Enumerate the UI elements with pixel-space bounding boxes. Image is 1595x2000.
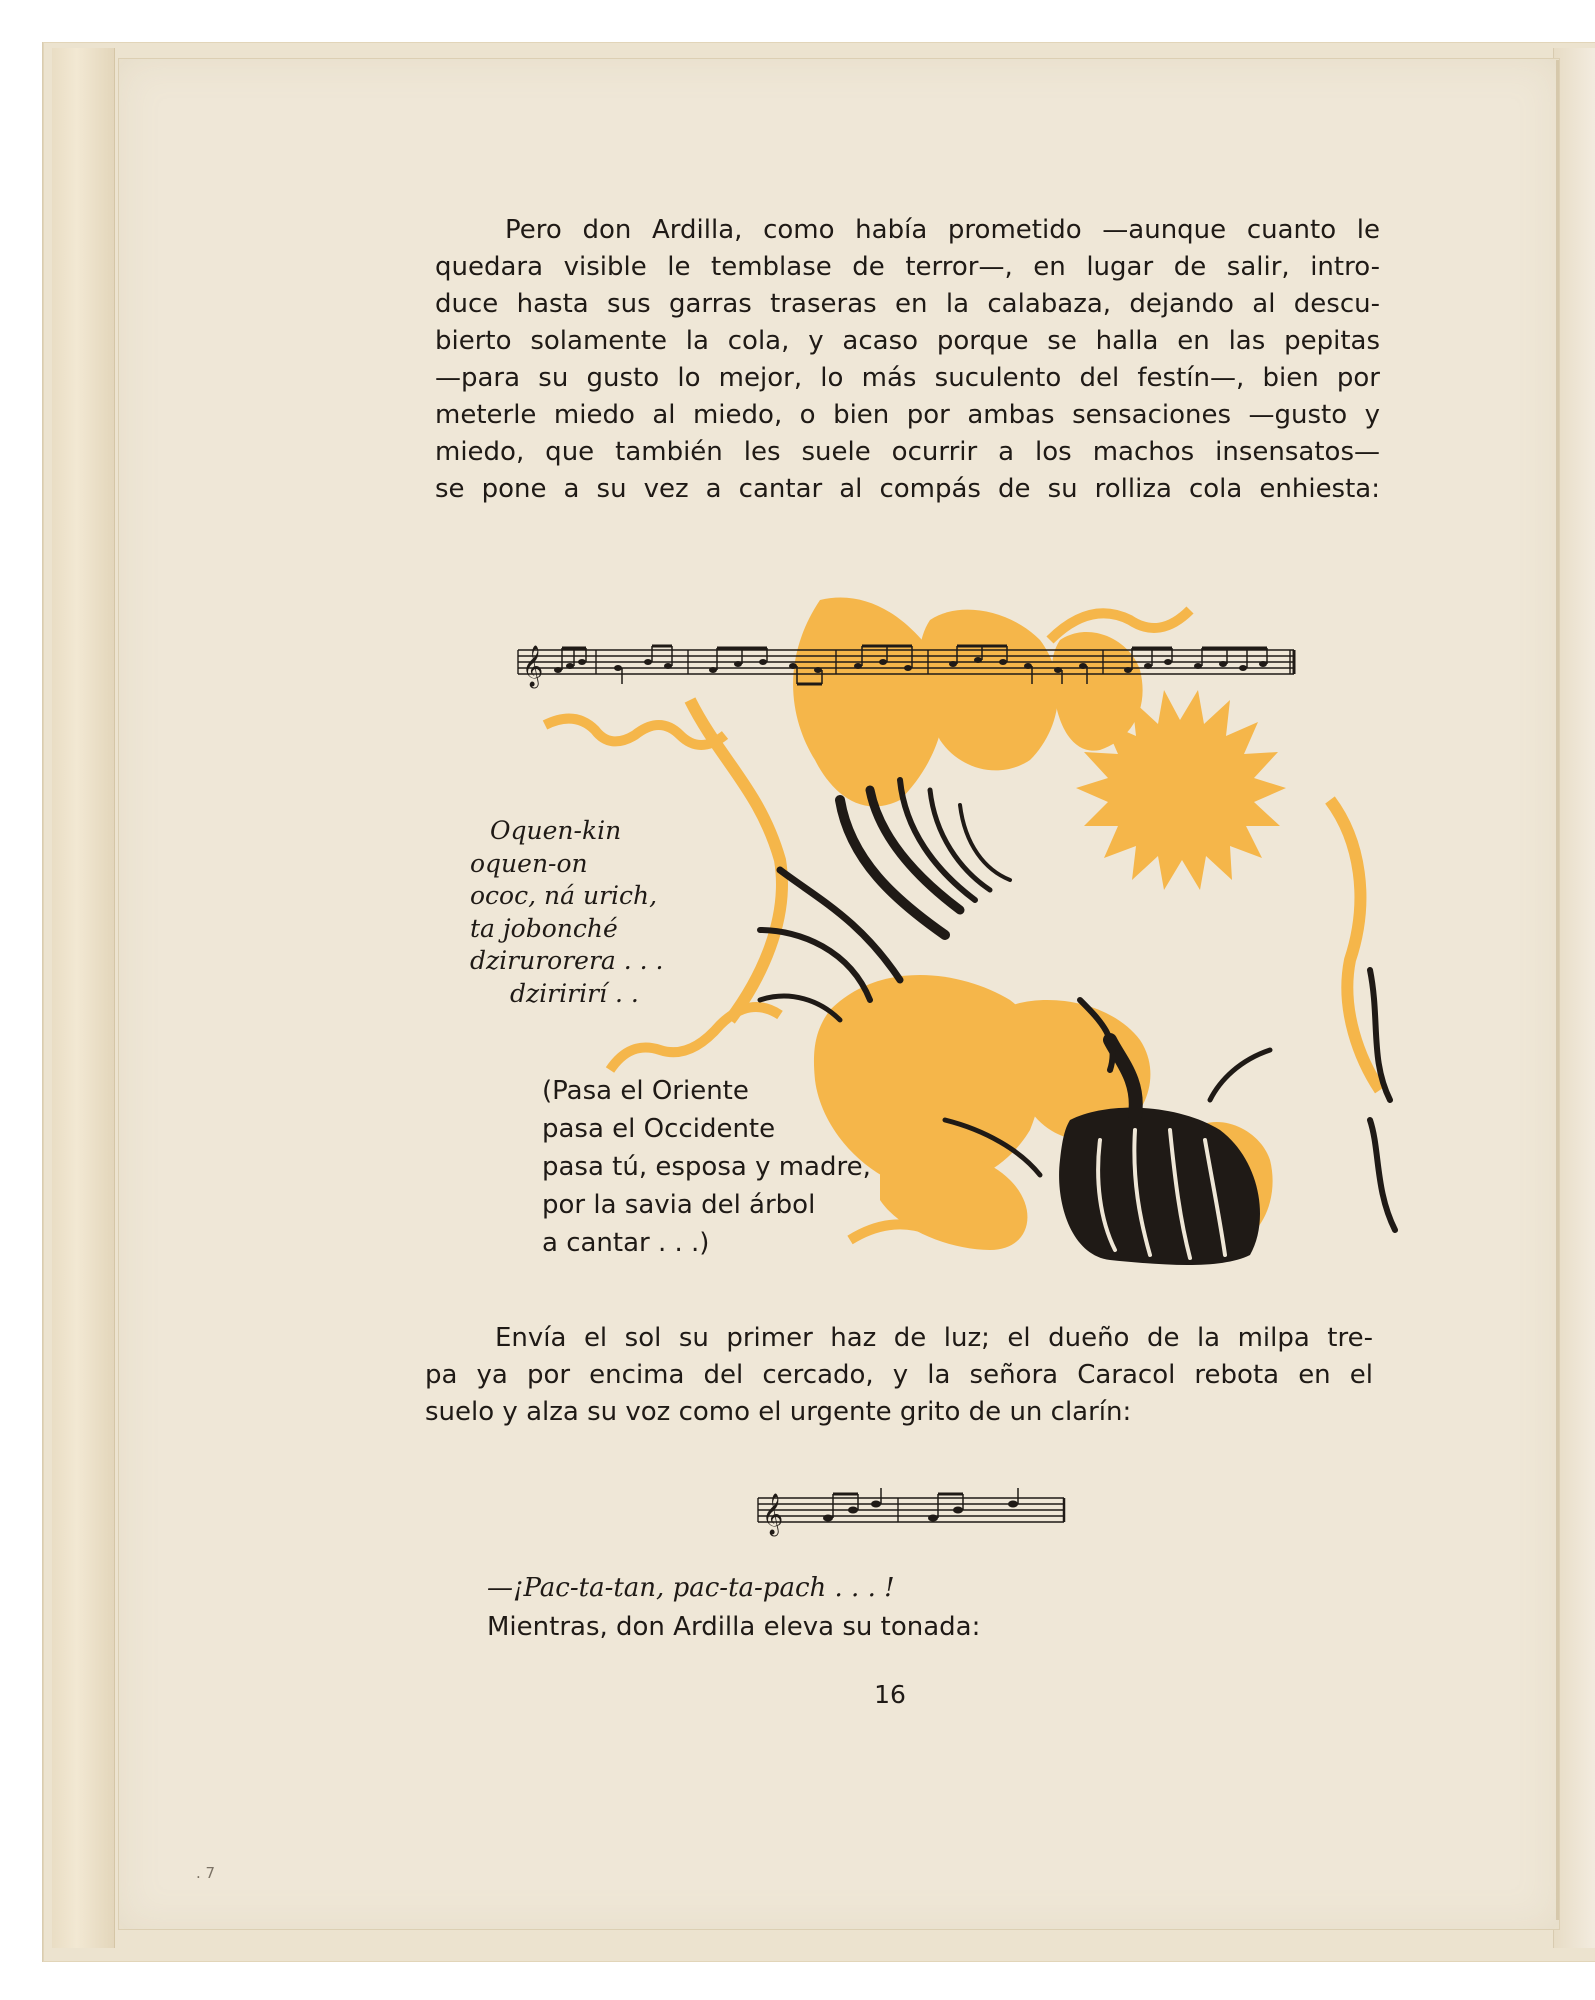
- paragraph-line: bierto solamente la cola, y acaso porque se halla en las pepitas: [435, 326, 1380, 356]
- leaf-shape: [793, 597, 944, 806]
- pumpkin-rib: [870, 790, 960, 910]
- paragraph-line: se pone a su vez a cantar al compás de su rolliza cola enhiesta:: [435, 474, 1380, 504]
- verse-line: a cantar . . .): [542, 1228, 710, 1258]
- cry-line: —¡Pac-ta-tan, pac-ta-pach . . . !: [487, 1573, 895, 1603]
- paragraph-2: [425, 1320, 1373, 1431]
- verse-line: ta jobonché: [470, 913, 618, 943]
- verse-line: pasa tú, esposa y madre,: [542, 1152, 871, 1182]
- verse-roman: [542, 1072, 962, 1262]
- pumpkin-rib: [840, 800, 945, 935]
- stem-line: [1370, 1120, 1395, 1230]
- paragraph-line: Pero don Ardilla, como había prometido —aunque cuanto le: [505, 215, 1380, 245]
- paragraph-line: miedo, que también les suele ocurrir a los machos insensatos—: [435, 437, 1380, 467]
- verse-line: (Pasa el Oriente: [542, 1076, 749, 1106]
- paragraph-line: —para su gusto lo mejor, lo más suculento del festín—, bien por: [435, 363, 1380, 393]
- music-staff-2: [758, 1488, 1068, 1548]
- treble-clef-icon: 𝄞: [522, 646, 544, 687]
- verse-line: ococ, ná urich,: [470, 881, 658, 910]
- verse-italic: [470, 815, 770, 1010]
- paragraph-line: pa ya por encima del cercado, y la señora Caracol rebota en el: [425, 1360, 1373, 1390]
- corner-mark: . 7: [196, 1864, 216, 1882]
- paragraph-line: meterle miedo al miedo, o bien por ambas sensaciones —gusto y: [435, 400, 1380, 430]
- verse-line: pasa el Occidente: [542, 1114, 776, 1144]
- stem-line: [1210, 1050, 1270, 1100]
- verse-line: oquen-on: [470, 848, 588, 878]
- treble-clef-icon: 𝄞: [762, 1494, 784, 1535]
- after-cry-line: Mientras, don Ardilla eleva su tonada:: [487, 1612, 981, 1642]
- paragraph-line: quedara visible le temblase de terror—, en lugar de salir, intro-: [435, 252, 1380, 282]
- note-stems: [833, 1488, 1018, 1518]
- notes: [554, 657, 1267, 673]
- vine-shape: [610, 1007, 780, 1070]
- music-staff-1: [518, 640, 1308, 700]
- vine-shape: [1330, 800, 1380, 1090]
- verse-line: por la savia del árbol: [542, 1190, 816, 1220]
- paragraph-line: Envía el sol su primer haz de luz; el dueño de la milpa tre-: [495, 1323, 1373, 1353]
- paragraph-line: suelo y alza su voz como el urgente grito de un clarín:: [425, 1397, 1132, 1427]
- verse-line: dzirurorera . . .: [470, 946, 664, 975]
- page-number: 16: [874, 1680, 906, 1709]
- verse-line: dziririrí . .: [510, 978, 639, 1008]
- verse-line: Oquen-kin: [490, 816, 622, 845]
- pumpkin-rib: [900, 780, 975, 900]
- paragraph-line: duce hasta sus garras traseras en la calabaza, dejando al descu-: [435, 289, 1380, 319]
